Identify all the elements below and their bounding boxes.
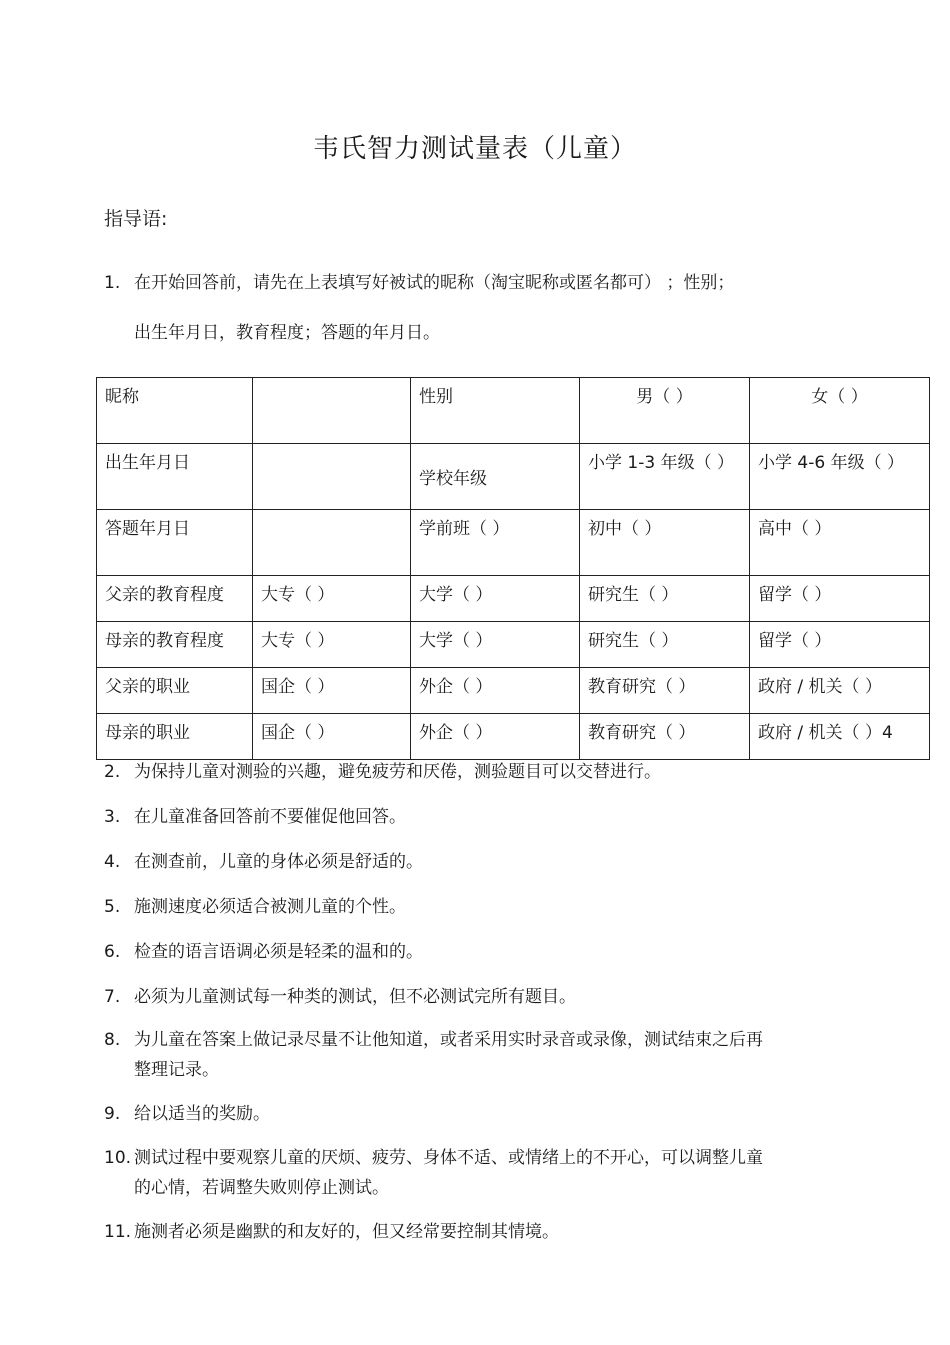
table-cell: 学校年级: [411, 444, 580, 510]
item-text: 测试过程中要观察儿童的厌烦、疲劳、身体不适、或情绪上的不开心，可以调整儿童: [134, 1148, 763, 1168]
item-number: 8.: [104, 1030, 121, 1050]
page-title: 韦氏智力测试量表（儿童）: [312, 134, 637, 164]
instruction-item-5: [104, 892, 406, 922]
table-cell[interactable]: [253, 510, 411, 576]
item-text: 为保持儿童对测验的兴趣，避免疲劳和厌倦，测验题目可以交替进行。: [134, 762, 661, 782]
instruction-item-2: [104, 757, 661, 787]
table-cell[interactable]: 政府 / 机关（ ）4: [750, 714, 930, 760]
item-text: 在开始回答前，请先在上表填写好被试的昵称（淘宝昵称或匿名都可） ；性别；: [134, 273, 735, 293]
instruction-item-4: [104, 847, 423, 877]
item-text: 必须为儿童测试每一种类的测试，但不必测试完所有题目。: [134, 987, 576, 1007]
guide-label: 指导语:: [104, 208, 168, 230]
table-cell[interactable]: 小学 4-6 年级（ ）: [750, 444, 930, 510]
table-cell: 父亲的教育程度: [97, 576, 253, 622]
table-cell: 母亲的教育程度: [97, 622, 253, 668]
item-text-continuation: 的心情，若调整失败则停止测试。: [134, 1178, 389, 1198]
item-number: 7.: [104, 987, 121, 1007]
table-row: [97, 622, 930, 668]
item-text: 在儿童准备回答前不要催促他回答。: [134, 807, 406, 827]
table-cell[interactable]: 外企（ ）: [411, 714, 580, 760]
table-cell[interactable]: 大专（ ）: [253, 622, 411, 668]
table-cell: 答题年月日: [97, 510, 253, 576]
table-cell[interactable]: 国企（ ）: [253, 668, 411, 714]
table-cell[interactable]: 男（ ）: [580, 378, 750, 444]
table-row: [97, 444, 930, 510]
info-form-table: [96, 377, 930, 760]
table-cell[interactable]: 研究生（ ）: [580, 576, 750, 622]
item-number: 10.: [104, 1148, 132, 1168]
table-cell[interactable]: 外企（ ）: [411, 668, 580, 714]
table-cell[interactable]: 国企（ ）: [253, 714, 411, 760]
instruction-item-9: [104, 1099, 270, 1129]
table-cell: 性别: [411, 378, 580, 444]
item-number: 3.: [104, 807, 121, 827]
table-cell[interactable]: 留学（ ）: [750, 622, 930, 668]
table-cell[interactable]: 大专（ ）: [253, 576, 411, 622]
table-cell[interactable]: [253, 378, 411, 444]
instruction-item-7: [104, 982, 576, 1012]
table-cell[interactable]: 留学（ ）: [750, 576, 930, 622]
item-number: 6.: [104, 942, 121, 962]
instruction-item-11: [104, 1217, 559, 1247]
item-text: 在测查前，儿童的身体必须是舒适的。: [134, 852, 423, 872]
instruction-item-10: [104, 1143, 763, 1203]
table-cell[interactable]: 教育研究（ ）: [580, 714, 750, 760]
table-cell: 昵称: [97, 378, 253, 444]
item-number: 4.: [104, 852, 121, 872]
table-row: [97, 668, 930, 714]
table-cell[interactable]: 高中（ ）: [750, 510, 930, 576]
table-cell[interactable]: 大学（ ）: [411, 576, 580, 622]
table-cell: 母亲的职业: [97, 714, 253, 760]
table-cell[interactable]: 教育研究（ ）: [580, 668, 750, 714]
table-cell[interactable]: [253, 444, 411, 510]
item-number: 2.: [104, 762, 121, 782]
item-number: 1.: [104, 273, 121, 293]
item-number: 9.: [104, 1104, 121, 1124]
item-text: 施测者必须是幽默的和友好的，但又经常要控制其情境。: [134, 1222, 559, 1242]
instruction-item-3: [104, 802, 406, 832]
item-text: 为儿童在答案上做记录尽量不让他知道，或者采用实时录音或录像，测试结束之后再: [134, 1030, 763, 1050]
table-row: [97, 576, 930, 622]
table-row: [97, 378, 930, 444]
table-cell[interactable]: 初中（ ）: [580, 510, 750, 576]
table-cell[interactable]: 研究生（ ）: [580, 622, 750, 668]
table-cell[interactable]: 小学 1-3 年级（ ）: [580, 444, 750, 510]
table-row: [97, 510, 930, 576]
table-cell[interactable]: 学前班（ ）: [411, 510, 580, 576]
table-cell: 出生年月日: [97, 444, 253, 510]
item-number: 5.: [104, 897, 121, 917]
item-text: 检查的语言语调必须是轻柔的温和的。: [134, 942, 423, 962]
item-number: 11.: [104, 1222, 132, 1242]
item-text: 施测速度必须适合被测儿童的个性。: [134, 897, 406, 917]
instruction-item-1: [104, 268, 734, 298]
table-cell[interactable]: 大学（ ）: [411, 622, 580, 668]
table-cell: 父亲的职业: [97, 668, 253, 714]
instruction-item-6: [104, 937, 423, 967]
item-text: 给以适当的奖励。: [134, 1104, 270, 1124]
table-cell[interactable]: 政府 / 机关（ ）: [750, 668, 930, 714]
item-text-continuation: 整理记录。: [134, 1060, 219, 1080]
item-1-continuation: 出生年月日，教育程度；答题的年月日。: [134, 323, 440, 343]
instruction-item-8: [104, 1025, 763, 1085]
table-cell[interactable]: 女（ ）: [750, 378, 930, 444]
table-row: [97, 714, 930, 760]
